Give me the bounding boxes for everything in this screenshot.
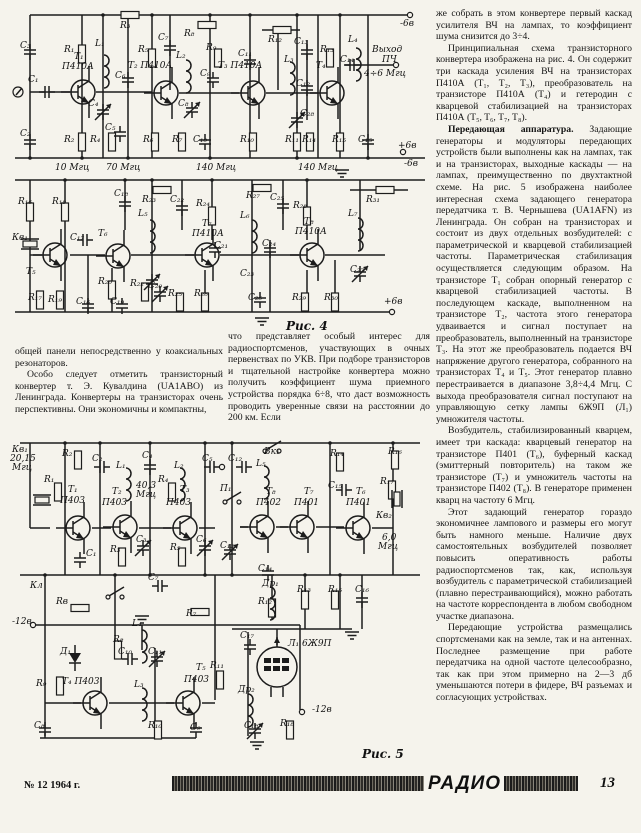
paragraph-text: что представляет особый интерес для радиоспортсменов, участвующих в очных первенствах по УКВ. При подборе транзисторов и тщательной настройке конвертера можно получить коэффициент шума приемного устройства порядка 6÷8, что даст возможность проводить уверенные связи на расстоянии до 200 км. Если <box>228 331 430 424</box>
component-label: R₁₇ <box>28 293 42 303</box>
component-label: 4÷6 Мгц <box>364 69 406 79</box>
component-label: C₁₈ <box>114 189 129 199</box>
component-label: П403 <box>60 496 86 506</box>
component-label: Мгц <box>136 490 157 500</box>
paragraph <box>436 43 632 124</box>
component-label: Др₁ <box>262 579 279 589</box>
component-label: Выход <box>372 45 403 55</box>
component-label: R₈ <box>184 29 195 39</box>
component-label: R₂₉ <box>292 293 306 303</box>
component-label: 10 Мгц <box>55 163 90 173</box>
issue-number: № 12 1964 г. <box>24 780 81 791</box>
component-label: R₃ <box>110 545 121 555</box>
component-label: T₂ П410А <box>128 61 173 71</box>
component-label: T₄ П403 <box>62 677 100 687</box>
component-label: T₇ <box>304 487 314 497</box>
component-label: C₂₁ <box>214 241 229 251</box>
component-label: R₁₆ <box>18 197 32 207</box>
component-label: R₁₃ <box>297 585 311 595</box>
component-label: +6в <box>384 297 403 307</box>
component-label: T₂ <box>112 487 122 497</box>
paragraph-text: Этот задающий генератор гораздо экономичнее лампового и размеры его могут быть намного меньше. Наличие двух самостоятельных возбудителей позволяет повысить оперативность работы радиоспортсменов так, как, используя возбудитель с параметрической стабилизацией (плавно перестраивающийся), можно работать на частоте корреспондента в любом свободном участке диапазона. <box>436 506 632 622</box>
paragraph <box>228 331 430 424</box>
paragraph <box>15 369 223 415</box>
component-label: R₃₀ <box>324 293 338 303</box>
component-label: C₁₃ <box>294 37 309 47</box>
component-label: R₂₄ <box>196 199 210 209</box>
paragraph-text: Передающие устройства размещались спортсменами как на земле, так и на антеннах. Последнее размещение при работе передатчика на одной частоте целесообразно, так как при этом примерно на 2—3 дб уменьшаются потери в фидере, ВЧ разъемах и согласующих устройствах. <box>436 622 632 704</box>
component-label: C₁₆ <box>355 585 370 595</box>
component-label: L₄ <box>132 619 142 629</box>
component-label: R₇ <box>186 609 197 619</box>
component-label: Вк₁ <box>264 447 280 457</box>
component-label: R₄ <box>90 135 101 145</box>
component-label: R₁₄ <box>302 135 316 145</box>
figure-5-caption: Рис. 5 <box>362 747 404 761</box>
paragraph-text: Особо следует отметить транзисторный конвертер т. Э. Кувалдина (UA1ABO) из Ленинграда. Конвертеры на транзисторах очень перспективны. Они экономичны и компактны, <box>15 369 223 415</box>
footer-hatch-bar-right <box>504 776 578 791</box>
component-label: П410А <box>192 229 224 239</box>
component-label: C₁₅ <box>328 481 343 491</box>
component-label: R₈ <box>113 635 124 645</box>
component-label: L₅ <box>256 459 266 469</box>
component-label: Кл <box>30 581 43 591</box>
component-label: C₄ <box>142 451 153 461</box>
component-label: C₈ <box>178 99 189 109</box>
component-label: 40,3 <box>136 481 157 491</box>
component-label: Д₁ <box>60 647 71 657</box>
component-label: C₉ <box>200 69 211 79</box>
component-label: C₂₃ <box>240 269 255 279</box>
component-label: 20,15 <box>10 454 36 464</box>
component-label: R₁₅ <box>332 135 346 145</box>
component-label: C₁₆ <box>76 297 91 307</box>
component-label: 6,0 <box>382 533 397 543</box>
component-label: C₁₉ <box>110 297 125 307</box>
component-label: C₁ <box>28 75 39 85</box>
component-label: R₁₀ <box>240 135 254 145</box>
component-label: C₃ <box>20 41 31 51</box>
figure-4-caption: Рис. 4 <box>286 319 328 333</box>
paragraph-text: Задающие генераторы и модуляторы передающих устройств были выполнены как на лампах, так и на транзисторах, выходные каскады — на лампах, преимущественно по двухтактной схеме. На рис. 5 изображена наиболее интересная схема задающего генератора передатчика т. В. Чернышева (UA1AFN) из Ленинграда. Он собран на транзисторах и состоит из двух отдельных возбудителей: с параметрической и кварцевой стабилизацией частоты. Параметрическая стабилизация осуществляется следующим образом. На транзисторе T₁ собран опорный генератор с кварцевой стабилизацией частоты. В последующем каскаде, выполненном на транзисторе T₂, частота этого генератора удваивается и сигнал поступает на преобразователь, выполненный на транзисторе T₃. На этот же преобразователь подается ВЧ напряжение другого генератора, собранного на транзисторах T₄ и T₅. Этот генератор плавно перестраивается в диапазоне 3,8÷4,4 Мгц. С выхода преобразователя сигнал поступают на управляющую сетку лампы 6Ж9П (Л₁) умножителя частоты. <box>436 123 632 425</box>
component-label: П410А <box>295 227 327 237</box>
component-label: 140 Мгц <box>298 163 339 173</box>
component-label: R₂₅ <box>168 289 182 299</box>
component-label: Кв₁ <box>12 445 28 455</box>
component-label: T₃ П410А <box>218 61 263 71</box>
component-label: -12в <box>312 705 332 715</box>
component-label: C₂₀ <box>148 281 163 291</box>
component-label: R₁ <box>44 475 55 485</box>
footer-hatch-bar-left <box>172 776 424 791</box>
component-label: T₆ <box>98 229 108 239</box>
page-number: 13 <box>600 775 615 791</box>
component-label: 140 Мгц <box>196 163 237 173</box>
component-label: L₁ <box>95 39 105 49</box>
component-label: R₁₂ <box>268 35 282 45</box>
component-label: C₁₇ <box>240 631 255 641</box>
component-label: L₄ <box>348 35 358 45</box>
paragraph <box>436 124 632 425</box>
component-label: R₂₂ <box>130 279 144 289</box>
component-label: T₁ <box>68 485 78 495</box>
component-label: R₂₀ <box>98 277 112 287</box>
component-label: R₂₆ <box>194 289 208 299</box>
component-label: T₆ <box>356 487 366 497</box>
paragraph-text: Возбудитель, стабилизированный кварцем, имеет три каскада: кварцевый генератор на транзисторе П401 (T₆), буферный каскад (эмиттерный повторитель) на таком же транзисторе (T₇) и умножитель частоты на транзисторе П402 (T₈). В генераторе применен кварц на частоту 6 Мгц. <box>436 425 632 506</box>
component-label: L₁ <box>116 461 126 471</box>
paragraph-text: же собрать в этом конвертере первый каскад усилителя ВЧ на лампах, то коэффициент шума снизится до 3÷4. <box>436 8 632 43</box>
left-column <box>15 346 223 416</box>
component-label: R₁₆ <box>388 447 402 457</box>
component-label: L₃ <box>284 55 294 65</box>
component-label: R₁ <box>64 45 75 55</box>
paragraph <box>436 622 632 703</box>
component-label: C₈ <box>34 721 45 731</box>
component-label: П₁ <box>220 484 232 494</box>
component-label: C₁₂ <box>296 79 311 89</box>
component-label: -6в <box>404 159 419 169</box>
component-label: П403 <box>102 498 128 508</box>
component-label: T₈ <box>304 217 314 227</box>
component-label: R₁₁ <box>210 661 224 671</box>
component-label: R₉ <box>36 679 47 689</box>
radio-logo: РАДИО <box>428 773 502 794</box>
component-label: C₂₅ <box>270 193 285 203</box>
component-label: C₂ <box>92 454 103 464</box>
component-label: Кв₂ <box>376 511 392 521</box>
component-label: T₄ <box>316 61 326 71</box>
paragraph <box>436 425 632 506</box>
component-label: C₁₂ <box>228 454 243 464</box>
component-label: C₂₆ <box>248 293 263 303</box>
component-label: Др₂ <box>238 685 255 695</box>
component-label: C₇ <box>148 573 159 583</box>
component-label: T₃ <box>180 485 190 495</box>
component-label: C₁₄ <box>340 55 355 65</box>
component-label: R₉ <box>206 43 217 53</box>
component-label: L₇ <box>348 209 358 219</box>
component-label: R₁₈ <box>52 197 66 207</box>
component-label: П401 <box>346 498 372 508</box>
component-label: R₂₇ <box>246 191 260 201</box>
component-label: R₂ <box>62 449 73 459</box>
component-label: C₁₅ <box>358 135 373 145</box>
component-label: R₅ <box>138 45 149 55</box>
component-label: П403 <box>184 675 210 685</box>
component-label: R₁₅ <box>328 585 342 595</box>
component-label: R₁₀ <box>148 721 162 731</box>
component-label: C₁₀ <box>193 135 208 145</box>
component-label: C₃ <box>136 535 147 545</box>
component-label: R₁₁ <box>285 135 299 145</box>
component-label: C₂₂ <box>170 195 185 205</box>
component-label: C₁₃ <box>220 541 235 551</box>
component-label: П402 <box>256 498 282 508</box>
paragraph-text: Принципиальная схема транзисторного конвертера изображена на рис. 4. Он содержит три каскада усиления ВЧ на транзисторах П410А (T₁, T₂, T₃), преобразователь на транзисторе П410А (T₄) и гетеродин с кварцевой стабилизацией на транзисторах П410А (T₅, T₆, T₇, T₈). <box>436 42 632 124</box>
component-label: T₅ <box>196 663 206 673</box>
component-label: Rв <box>56 597 69 607</box>
component-label: C₁₇ <box>70 233 85 243</box>
component-label: R₅ <box>170 543 181 553</box>
component-label: C₅ <box>202 454 213 464</box>
paragraph <box>436 507 632 623</box>
component-label: C₇ <box>158 33 169 43</box>
component-label: П403 <box>166 498 192 508</box>
middle-column <box>228 331 430 424</box>
component-label: Кв₁ <box>12 233 28 243</box>
component-label: T₈ <box>266 487 276 497</box>
paragraph-text: общей панели непосредственно у коаксиальных резонаторов. <box>15 346 223 369</box>
component-label: +6в <box>398 141 417 151</box>
component-label: C₂₄ <box>262 239 277 249</box>
component-label: T₅ <box>26 267 36 277</box>
component-label: L₂ <box>174 461 184 471</box>
component-label: -12в <box>12 617 32 627</box>
component-label: L₃ <box>134 680 144 690</box>
component-label: C₁₁ <box>148 647 163 657</box>
component-label: R₂₈ <box>293 201 307 211</box>
paragraph <box>15 346 223 369</box>
component-label: 70 Мгц <box>106 163 141 173</box>
component-label: R₁₃ <box>320 45 334 55</box>
component-label: R₇ <box>172 135 183 145</box>
component-label: П401 <box>294 498 320 508</box>
component-label: R₁₇ <box>380 477 394 487</box>
component-label: R₃ <box>120 21 131 31</box>
component-label: L₂ <box>176 51 186 61</box>
component-label: R₁₂ <box>258 597 272 607</box>
component-label: C₆ <box>115 71 126 81</box>
component-label: C₆ <box>196 535 207 545</box>
component-label: R₆ <box>143 135 154 145</box>
component-label: Л₁ 6Ж9П <box>288 639 332 649</box>
component-label: C₂ <box>20 129 31 139</box>
component-label: C₁₈ <box>244 721 259 731</box>
component-label: R₂₃ <box>142 195 156 205</box>
component-label: C₁₁ <box>238 49 253 59</box>
component-label: -6в <box>400 19 415 29</box>
component-label: R₄ <box>158 475 169 485</box>
paragraph <box>436 8 632 43</box>
component-label: R₁₄ <box>330 449 344 459</box>
component-label: C₄ <box>88 99 99 109</box>
component-label: R₂ <box>64 135 75 145</box>
paragraph-lead: Передающая аппаратура. <box>448 123 574 135</box>
component-label: C₁₀ <box>118 647 133 657</box>
component-label: C₉ <box>190 723 201 733</box>
component-label: R₁₈ <box>280 719 294 729</box>
component-label: ПЧ <box>382 55 397 65</box>
component-label: T₇ <box>202 219 212 229</box>
component-label: C₁ <box>86 549 97 559</box>
component-label: C₅ <box>105 123 116 133</box>
component-label: T₁ <box>74 52 84 62</box>
right-column <box>436 8 632 704</box>
component-label: C₂₇ <box>350 265 365 275</box>
component-label: R₃₁ <box>366 195 380 205</box>
component-label: П410А <box>62 62 94 72</box>
component-label: C₁₄ <box>258 564 273 574</box>
component-label: C₂₈ <box>300 109 315 119</box>
component-label: L₆ <box>240 211 250 221</box>
component-label: L₅ <box>138 209 148 219</box>
component-label: R₁₉ <box>48 295 62 305</box>
component-label: Мгц <box>378 542 399 552</box>
component-label: Мгц <box>12 463 33 473</box>
